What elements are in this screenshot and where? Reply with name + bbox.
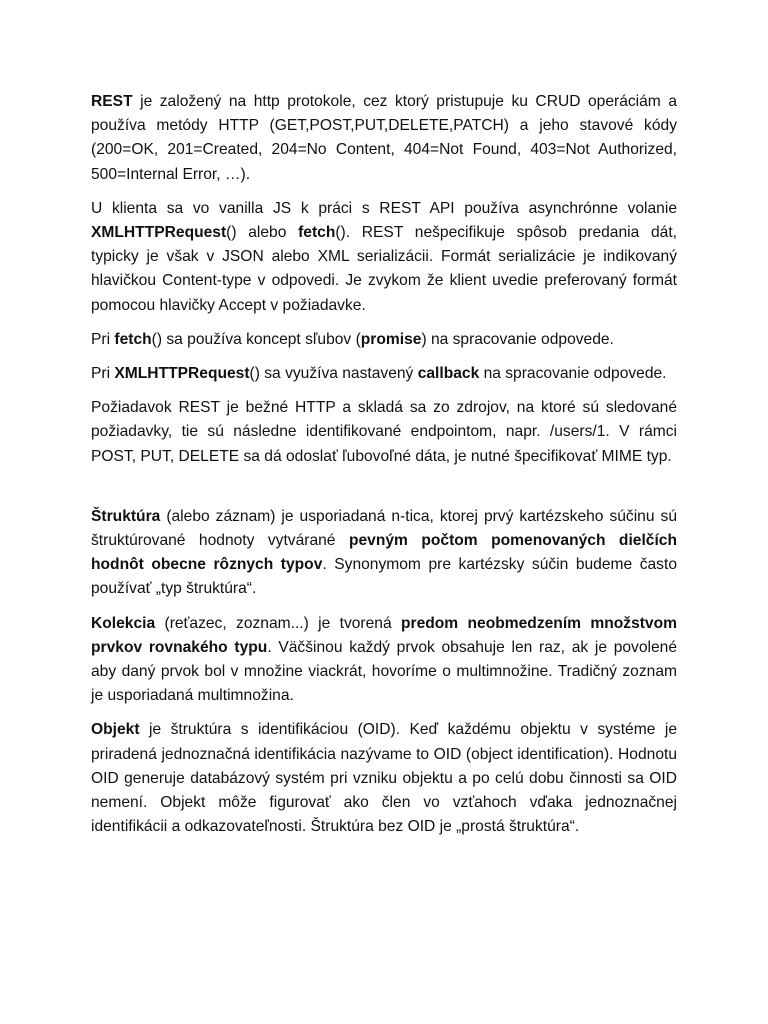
paragraph-client-js	[91, 197, 677, 318]
text-run: () sa používa koncept sľubov (	[151, 330, 361, 348]
bold-term: XMLHTTPRequest	[114, 365, 250, 383]
section-gap	[91, 479, 677, 505]
bold-term: pevným počtom pomenovaných dielčích hodnôt obecne rôznych typov	[91, 532, 678, 574]
text-run: je štruktúra s identifikáciou (OID). Keď každému objektu v systéme je priradená jednoznačná identifikácia nazývame to OID (object identification). Hodnotu OID generuje databázový systém pri vzniku objektu a po celú dobu činnosti sa OID nemení. Objekt môže figurovať ako člen vo vzťahoch vďaka jednoznačnej identifikácii a odkazovateľnosti. Štruktúra bez OID je „prostá štruktúra“.	[91, 721, 677, 836]
bold-term: predom neobmedzením množstvom prvkov rovnakého typu	[91, 614, 677, 656]
paragraph-kolekcia	[91, 612, 677, 709]
bold-term: Objekt	[91, 721, 140, 739]
text-run: . Väčšinou každý prvok obsahuje len raz, ak je povolené aby daný prvok bol v množine viackrát, hovoríme o multimnožine. Tradičný zoznam je usporiadaná multimnožina.	[91, 638, 678, 705]
text-run: (alebo záznam) je usporiadaná n-tica, ktorej prvý kartézskeho súčinu sú štruktúrované hodnoty vytvárané	[91, 507, 677, 550]
text-run: . Synonymom pre kartézsky súčin budeme často používať „typ štruktúra“.	[91, 556, 677, 598]
text-run: () sa využíva nastavený	[249, 365, 418, 383]
text-run: U klienta sa vo vanilla JS k práci s REST API používa asynchrónne volanie	[91, 199, 677, 217]
text-run: Pri	[91, 330, 115, 348]
text-run: Požiadavok REST je bežné HTTP a skladá sa zo zdrojov, na ktoré sú sledované požiadavky, tie sú následne identifikované endpointom, napr. /users/1. V rámci POST, PUT, DELETE sa dá odoslať ľubovoľné dáta, je nutné špecifikovať MIME typ.	[91, 399, 677, 465]
paragraph-struktura	[91, 505, 677, 602]
text-run: na spracovanie odpovede.	[479, 365, 667, 383]
bold-term: Kolekcia	[91, 614, 156, 632]
paragraph-xhr-callback	[91, 362, 677, 386]
bold-term: promise	[360, 330, 422, 348]
text-run: (reťazec, zoznam...) je tvorená	[155, 614, 401, 632]
paragraph-fetch-promise	[91, 328, 677, 352]
bold-term: fetch	[298, 224, 336, 242]
bold-term: callback	[417, 365, 480, 383]
text-run: Pri	[91, 365, 115, 383]
bold-term: fetch	[114, 330, 152, 348]
text-run: je založený na http protokole, cez ktorý pristupuje ku CRUD operáciám a používa metódy HTTP (GET,POST,PUT,DELETE,PATCH) a jeho stavové kódy (200=OK, 201=Created, 204=No Content, 404=Not Found, 403=Not Authorized, 500=Internal Error, …).	[91, 93, 677, 183]
text-run: () alebo	[226, 224, 299, 242]
paragraph-rest-requests	[91, 396, 677, 469]
document-body	[91, 90, 677, 849]
bold-term: XMLHTTPRequest	[91, 224, 227, 242]
bold-term: REST	[91, 93, 133, 110]
bold-term: Štruktúra	[91, 507, 161, 525]
text-run: (). REST nešpecifikuje spôsob predania dát, typicky je však v JSON alebo XML serializácii. Formát serializácie je indikovaný hlavičkou Content-type v odpovedi. Je zvykom že klient uvedie preferovaný formát pomocou hlavičky Accept v požiadavke.	[91, 224, 677, 314]
paragraph-objekt	[91, 718, 677, 839]
paragraph-rest-intro	[91, 90, 677, 187]
text-run: ) na spracovanie odpovede.	[421, 330, 614, 348]
